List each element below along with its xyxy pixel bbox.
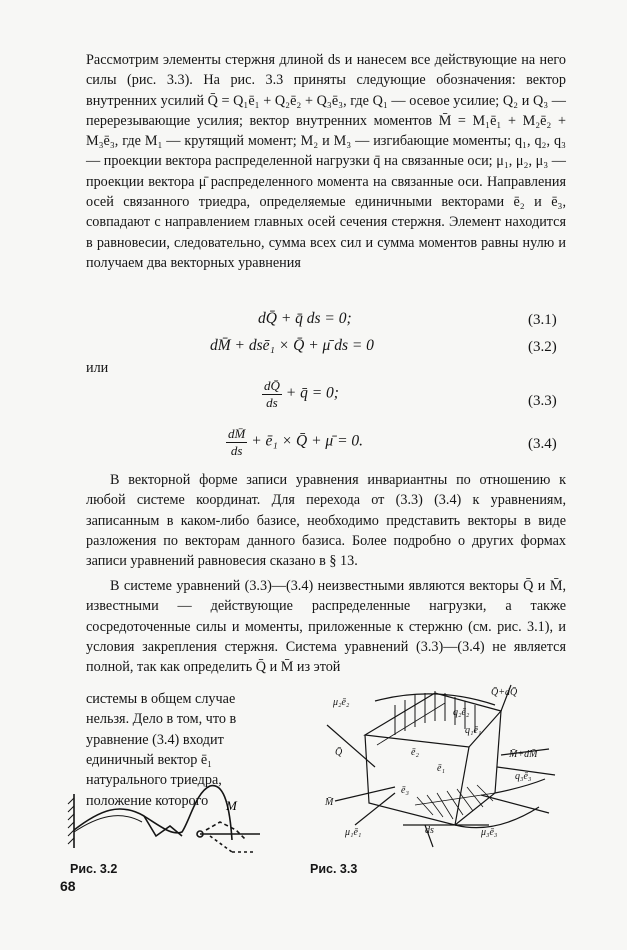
label-m-plus-dm: M̄+dM̄: [509, 749, 538, 760]
equation-number-3-1: (3.1): [528, 312, 557, 328]
equation-number-3-3: (3.3): [528, 393, 557, 409]
label-m: M̄: [325, 797, 334, 808]
fraction-numerator: dM̄: [228, 426, 246, 441]
equation-3-4-rest: + ē₁ × Q̄ + μ̄ = 0.: [251, 432, 364, 450]
equation-3-3-rest: + q̄ = 0;: [285, 384, 339, 402]
label-q1e1: q₁ē₁: [465, 725, 482, 736]
equation-number-3-4: (3.4): [528, 436, 557, 452]
fraction-dq-ds: [262, 378, 282, 410]
paragraph-vector-form: В векторной форме записи уравнения инвариантны по отношению к любой системе координат. Для перехода от (3.3) (3.4) к уравнениям, записанным в каком-либо базисе, необходимо представить векторы в виде разложения по векторам данного базиса. Более подробно о других формах записи уравнений равновесия сказано в § 13.: [86, 472, 566, 570]
figure-3-3: [305, 675, 570, 855]
label-e3: ē₃: [401, 785, 409, 796]
label-mu1e1: μ₁ē₁: [345, 827, 362, 838]
label-ds: ds: [425, 825, 434, 836]
label-q-plus-dq: Q̄+dQ̄: [491, 687, 518, 698]
equation-number-3-2: (3.2): [528, 339, 557, 355]
figure-3-2: [60, 770, 290, 860]
fraction-denominator: ds: [266, 395, 278, 410]
caption-figure-3-3: Рис. 3.3: [310, 862, 358, 876]
label-mu2e2: μ₂ē₂: [333, 697, 350, 708]
caption-figure-3-2: Рис. 3.2: [70, 862, 118, 876]
equation-3-1: dQ̄ + q̄ ds = 0;: [258, 310, 352, 327]
label-e2: ē₂: [411, 747, 419, 758]
word-or: или: [86, 360, 109, 376]
label-q3e3: q₃ē₃: [515, 771, 532, 782]
label-q: Q̄: [335, 747, 343, 758]
paragraph-intro: Рассмотрим элементы стержня длиной ds и нанесем все действующие на него силы (рис. 3.3). На рис. 3.3 приняты следующие обозначения: вектор внутренних усилий Q̄ = Q₁ē₁ + Q₂ē₂ + Q₃ē₃, где Q₁ — осевое усилие; Q₂ и Q₃ — перерезывающие усилия; вектор внутренних моментов M̄ = M₁ē₁ + M₂ē₂ + M₃ē₃, где M₁ — крутящий момент; M₂ и M₃ — изгибающие моменты; q₁, q₂, q₃ — проекции вектора распределенной нагрузки q̄ на связанные оси; μ₁, μ₂, μ₃ — проекции вектора μ̄ распределенного момента на связанные оси. Направления осей связанного триедра, определяемые единичными векторами ē₂ и ē₃, совпадают с направлением главных осей сечения стержня. Элемент находится в равновесии, следовательно, сумма всех сил и сумма моментов равны нулю и получаем два векторных уравнения: [86, 52, 566, 271]
paragraph-continuation: системы в общем случае нельзя. Дело в том, что в уравнение (3.4) входит единичный вектор ē₁ натурального триедра, положение которого: [86, 691, 237, 809]
page-number: 68: [60, 878, 76, 894]
fraction-numerator: dQ̄: [264, 378, 280, 393]
label-e1: ē₁: [437, 763, 445, 774]
figure-3-2-label-m: M: [226, 798, 237, 813]
label-mu3e3: μ₃ē₃: [481, 827, 498, 838]
equation-3-2: dM̄ + dsē₁ × Q̄ + μ̄ ds = 0: [210, 337, 374, 354]
label-q2e2: q₂ē₂: [453, 707, 470, 718]
paragraph-unknowns: В системе уравнений (3.3)—(3.4) неизвестными являются векторы Q̄ и M̄, известными — действующие распределенные нагрузки, а также сосредоточенные силы и моменты, приложенные к стержню (см. рис. 3.1), и условия закрепления стержня. Система уравнений (3.3)—(3.4) не является полной, так как определить Q̄ и M̄ из этой: [86, 578, 566, 676]
fraction-denominator: ds: [230, 443, 243, 458]
equation-3-4: [226, 426, 363, 458]
equation-3-3: [262, 378, 339, 410]
fraction-dm-ds: [226, 426, 247, 458]
